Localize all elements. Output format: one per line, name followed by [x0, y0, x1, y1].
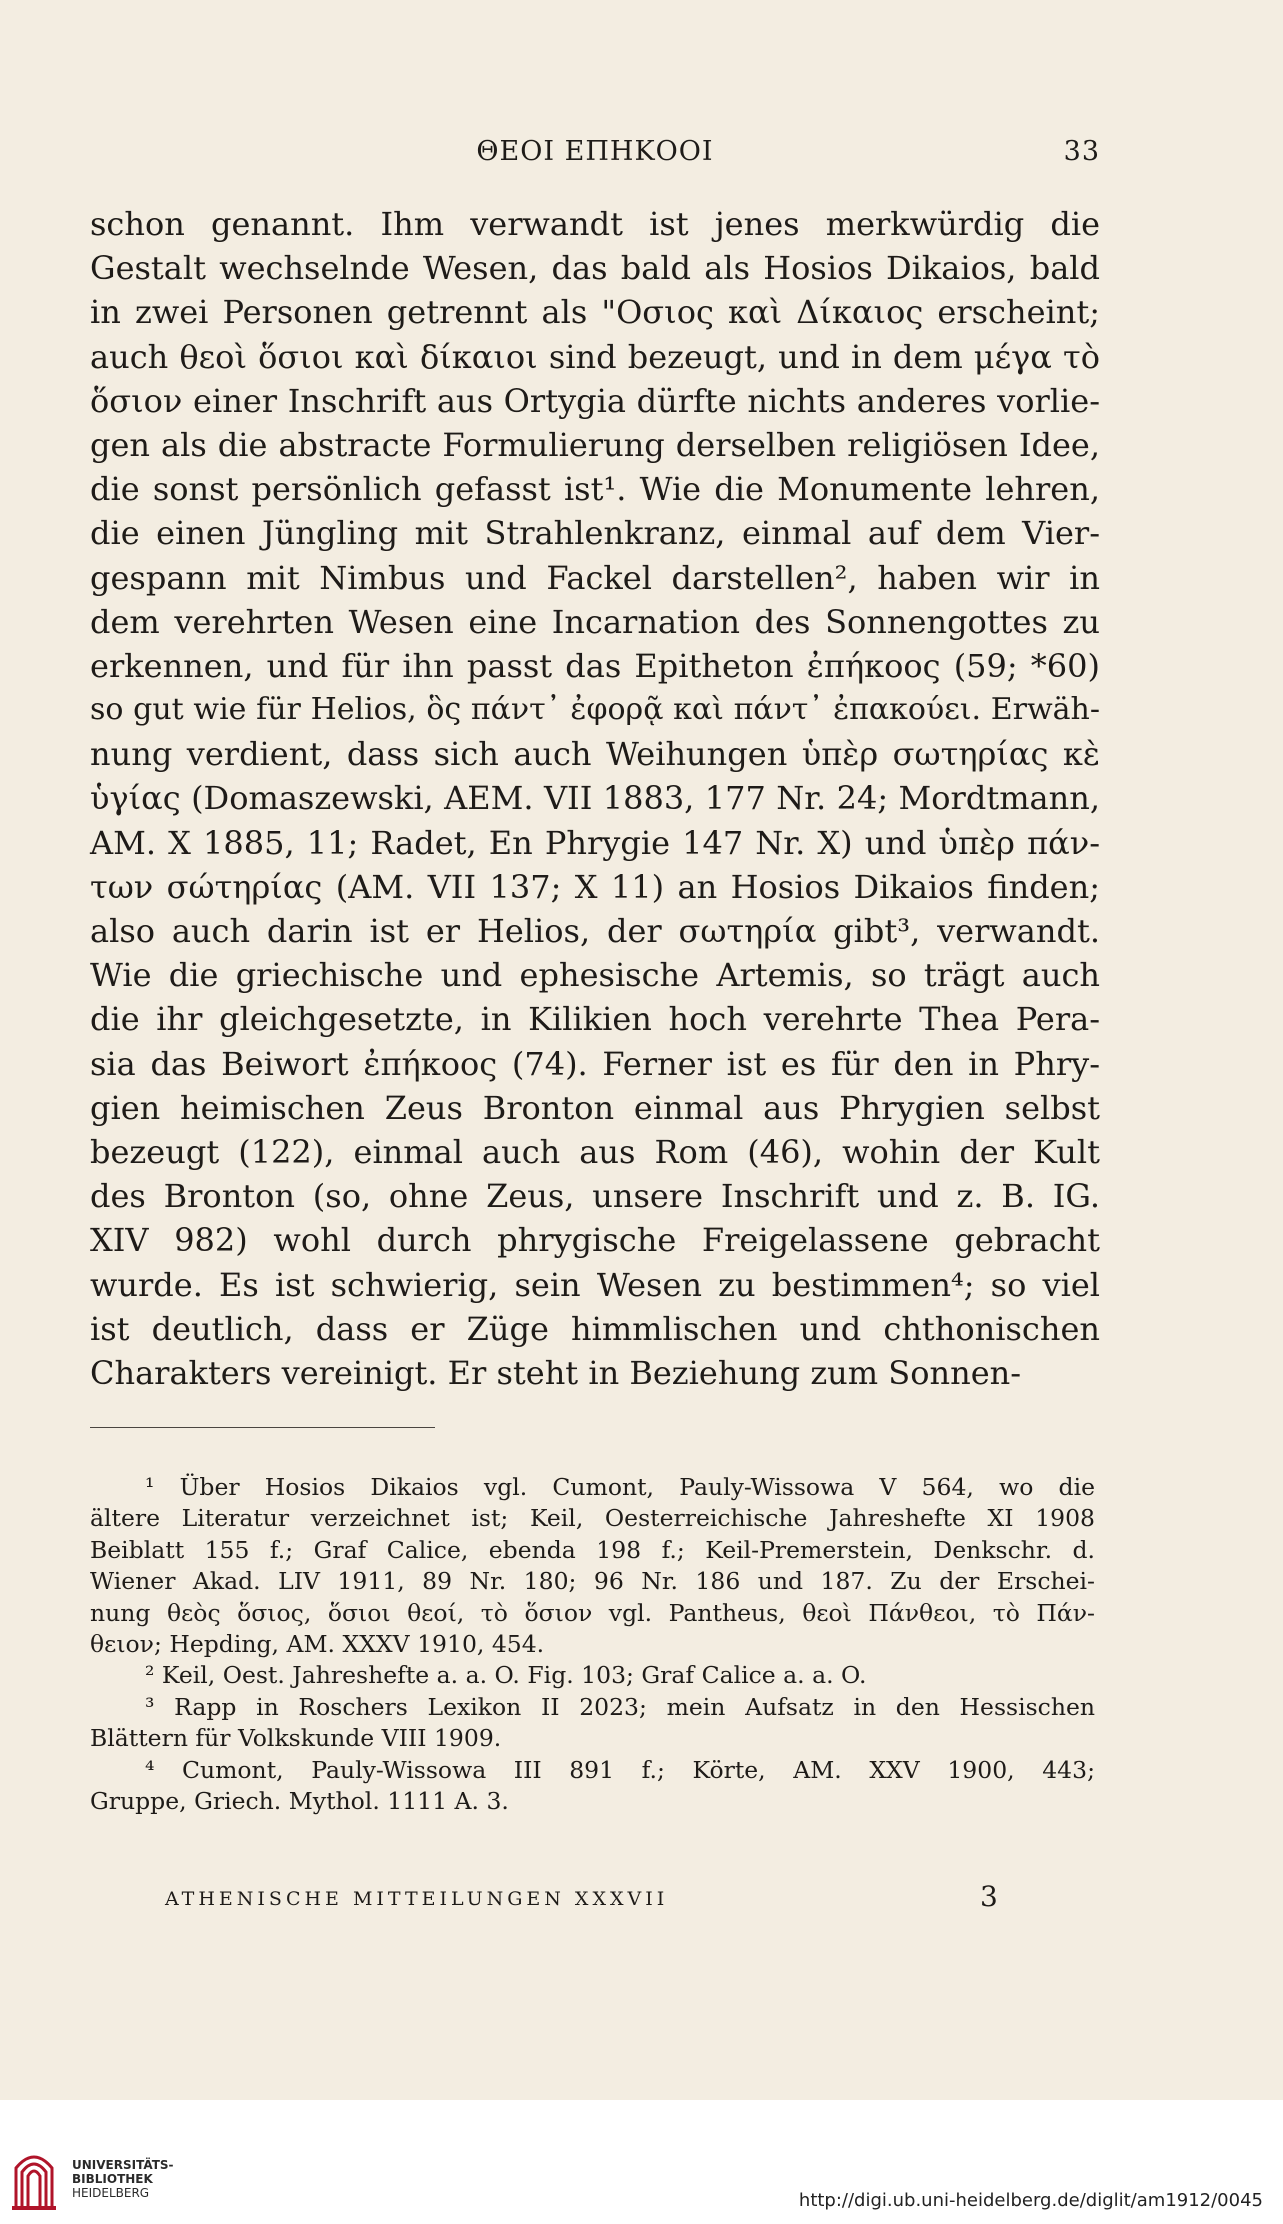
text-line: gespann mit Nimbus und Fackel darstellen², haben wir in [90, 558, 1100, 597]
library-name-line: BIBLIOTHEK [72, 2172, 153, 2186]
text-line: των σώτηρίας (AM. VII 137; X 11) an Hosios Dikaios finden; [90, 867, 1100, 906]
text-line: Wie die griechische und ephesische Artemis, so trägt auch [90, 956, 1100, 995]
text-line: sia das Beiwort ἐπήκοος (74). Ferner ist es für den in Phry- [90, 1044, 1100, 1083]
text-line: Charakters vereinigt. Er steht in Beziehung zum Sonnen- [90, 1353, 1022, 1392]
text-line: erkennen, und für ihn passt das Epitheton ἐπήκοος (59; *60) [90, 646, 1100, 685]
text-line: die ihr gleichgesetzte, in Kilikien hoch verehrte Thea Pera- [90, 1000, 1100, 1039]
text-line: gen als die abstracte Formulierung derselben religiösen Idee, [90, 425, 1100, 464]
footnote-line: Gruppe, Griech. Mythol. 1111 A. 3. [90, 1786, 509, 1815]
text-line: ὅσιον einer Inschrift aus Ortygia dürfte nichts anderes vorlie- [90, 381, 1100, 420]
text-line: nung verdient, dass sich auch Weihungen ὑπὲρ σωτηρίας κὲ [90, 735, 1100, 774]
footnote-line: θειον; Hepding, AM. XXXV 1910, 454. [90, 1629, 545, 1658]
library-name [72, 2158, 174, 2200]
text-line: die sonst persönlich gefasst ist¹. Wie die Monumente lehren, [90, 470, 1100, 509]
running-head-title: ΘΕΟΙ ΕΠΗΚΟΟΙ [476, 136, 714, 167]
signature-number: 3 [980, 1880, 998, 1913]
text-line: bezeugt (122), einmal auch aus Rom (46), wohin der Kult [90, 1132, 1100, 1171]
text-line: in zwei Personen getrennt als "Οσιος καὶ Δίκαιος erscheint; [90, 293, 1100, 332]
text-line: ὑγίας (Domaszewski, AEM. VII 1883, 177 Nr. 24; Mordtmann, [90, 779, 1100, 818]
footnote-line: Blättern für Volkskunde VIII 1909. [90, 1724, 502, 1753]
library-name-line: UNIVERSITÄTS- [72, 2158, 174, 2172]
footnote-line: ³ Rapp in Roschers Lexikon II 2023; mein Aufsatz in den Hessischen [145, 1692, 1095, 1721]
page-number: 33 [1063, 136, 1100, 167]
footnote-line: ⁴ Cumont, Pauly-Wissowa III 891 f.; Körte, AM. XXV 1900, 443; [145, 1755, 1095, 1784]
text-line: Gestalt wechselnde Wesen, das bald als Hosios Dikaios, bald [90, 249, 1100, 288]
footnote-line: Beiblatt 155 f.; Graf Calice, ebenda 198 f.; Keil-Premerstein, Denkschr. d. [90, 1535, 1095, 1564]
text-line: ist deutlich, dass er Züge himmlischen und chthonischen [90, 1309, 1100, 1348]
text-line: auch θεοὶ ὅσιοι καὶ δίκαιοι sind bezeugt, und in dem μέγα τὸ [90, 337, 1100, 376]
footnotes [90, 1472, 1095, 1817]
text-line: dem verehrten Wesen eine Incarnation des Sonnengottes zu [90, 602, 1100, 641]
text-line: gien heimischen Zeus Bronton einmal aus Phrygien selbst [90, 1088, 1100, 1127]
footnote-line: ¹ Über Hosios Dikaios vgl. Cumont, Pauly-Wissowa V 564, wo die [145, 1473, 1095, 1501]
source-url-link[interactable]: http://digi.ub.uni-heidelberg.de/diglit/am1912/0045 [798, 2190, 1263, 2211]
body-text [90, 202, 1100, 1395]
library-name-line: HEIDELBERG [72, 2186, 150, 2200]
text-line: also auch darin ist er Helios, der σωτηρία gibt³, verwandt. [90, 912, 1100, 950]
text-line: wurde. Es ist schwierig, sein Wesen zu bestimmen⁴; so viel [90, 1265, 1100, 1304]
text-line: des Bronton (so, ohne Zeus, unsere Inschrift und z. B. IG. [90, 1177, 1100, 1216]
text-line: AM. X 1885, 11; Radet, En Phrygie 147 Nr. X) und ὑπὲρ πάν- [90, 823, 1100, 862]
footnote-line: nung θεὸς ὅσιος, ὅσιοι θεοί, τὸ ὅσιον vgl. Pantheus, θεοὶ Πάνθεοι, τὸ Πάν- [90, 1598, 1095, 1627]
text-line: XIV 982) wohl durch phrygische Freigelassene gebracht [90, 1221, 1100, 1260]
footnote-line: ² Keil, Oest. Jahreshefte a. a. O. Fig. 103; Graf Calice a. a. O. [145, 1661, 867, 1690]
text-line: schon genannt. Ihm verwandt ist jenes merkwürdig die [90, 205, 1100, 243]
footnote-line: Wiener Akad. LIV 1911, 89 Nr. 180; 96 Nr. 186 und 187. Zu der Erschei- [90, 1567, 1095, 1596]
heidelberg-library-logo-icon [10, 2142, 58, 2212]
text-line: so gut wie für Helios, ὃς πάντ᾽ ἐφορᾷ καὶ πάντ᾽ ἐπακούει. Erwäh- [90, 692, 1100, 728]
printer-signature: ATHENISCHE MITTEILUNGEN XXXVII [165, 1888, 669, 1910]
text-line: die einen Jüngling mit Strahlenkranz, einmal auf dem Vier- [90, 514, 1100, 553]
footnote-divider [90, 1427, 435, 1428]
footnote-line: ältere Literatur verzeichnet ist; Keil, Oesterreichische Jahreshefte XI 1908 [90, 1504, 1095, 1533]
